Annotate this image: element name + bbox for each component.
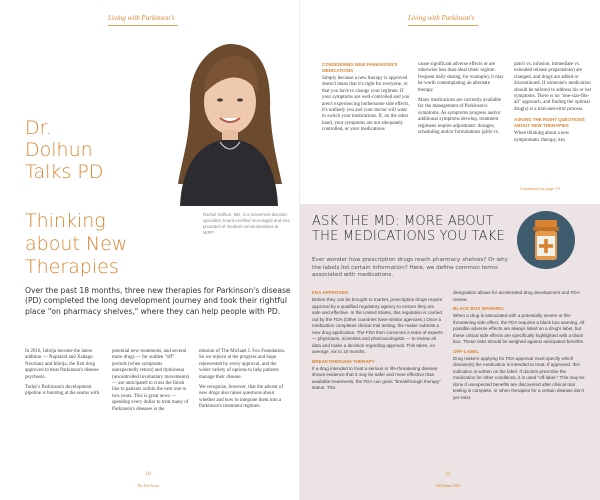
- ask-column-2: [453, 290, 587, 404]
- ask-the-md-intro: Ever wonder how prescription drugs reach pharmacy shelves? Or why the labels list certain information? Here, we define common terms associated with medications.: [312, 257, 508, 278]
- author-bio: Rachel Dolhun, MD, is a movement disorder specialist, board-certified neurologist and vice president of medical communications at MJFF.: [203, 212, 290, 235]
- author-photo: [160, 34, 294, 206]
- article-title: [25, 210, 127, 279]
- paragraph: When thinking about a new symptomatic therapy, key: [514, 131, 570, 143]
- publication-name: The Fox Focus: [137, 484, 159, 488]
- term-heading: BLACK BOX WARNING: [453, 306, 504, 311]
- paragraph: patch vs. infusion, immediate vs. extended release preparations) are changed, and drugs are added or discontinued. If someone's medication should be tailored to address his or her symptoms. There is no "one-size-fits-all" approach, and finding the optimal drug(s) is a trial-and-error process.: [514, 62, 592, 112]
- paragraph: Many medications are currently available for the management of Parkinson's symptoms. As symptoms progress and/or additional symptoms develop, treatment regimens require adjustment: dosages, scheduling and/or formulations (pills vs.: [418, 98, 502, 136]
- section-heading: ASKING THE RIGHT QUESTIONS ABOUT NEW THERAPIES: [514, 117, 585, 129]
- paragraph: In 2016, Inbrija became the latest addition — Nuplazid and Xadago. Nourianz and Inbrija, the first drug approved to treat Parkinson's disease psychosis.: [25, 349, 99, 380]
- column-title-line: Dolhun: [25, 139, 93, 161]
- right-column-1: [322, 62, 410, 138]
- running-head-right: [408, 14, 478, 26]
- column-title-line: Talks PD: [25, 161, 104, 183]
- right-column-3: [514, 62, 594, 148]
- term-definition: If a drug intended to treat a serious or life-threatening disease shows evidence that it may be safer and more effective than available treatments, the FDA can grant "breakthrough therapy" status. This: [312, 365, 441, 390]
- page-number-right: 11: [445, 472, 451, 477]
- term-heading: BREAKTHROUGH THERAPY: [312, 358, 375, 364]
- issue-date: Fall/Winter 2019: [435, 484, 461, 488]
- term-definition: When a drug is associated with a potentially severe or life-threatening side effect, the FDA requires a black box warning. All possible adverse effects are always listed on a drug's label, but these critical side effects are specifically highlighted with a black box. These risks should be weighed against anticipated benefits.: [453, 313, 585, 344]
- paragraph: Today's Parkinson's development pipeline is bursting at the seams with: [25, 385, 100, 397]
- author-portrait-image: [160, 34, 294, 206]
- continued-note[interactable]: Continued on page 13: [520, 186, 560, 191]
- ask-the-md-title: ASK THE MD: MORE ABOUT THE MEDICATIONS YOU TAKE: [312, 214, 505, 244]
- term-definition: designation allows for accelerated drug development and FDA review.: [453, 290, 580, 302]
- term-heading: OFF-LABEL: [453, 348, 480, 354]
- paragraph: cause significant adverse effects or are otherwise less than ideal (their regime: frequent daily dosing, for example), it may be worth contemplating an alternate therapy.: [418, 62, 504, 93]
- article-title-line: about New: [25, 233, 128, 255]
- column-title: [25, 117, 103, 183]
- article-title-line: Thinking: [25, 210, 106, 232]
- paragraph: mission of The Michael J. Fox Foundation. So we rejoice at the progress and hope represented by every approval, and the wider variety of options to help patients manage their disease.: [199, 349, 286, 380]
- running-head-left: [108, 14, 178, 26]
- term-definition: Before they can be brought to market, prescription drugs require approval by a qualified regulatory agency to ensure they are safe and effective. In the United States, this regulation is carried out by the FDA (Other countries have similar agencies.) Once a medication completes clinical trial testing, the maker submits a new drug application. The FDA then convenes a team of experts — physicians, scientists and pharmacologists — to review all data and make a decision regarding approval. This takes, on average, six to 10 months.: [312, 297, 443, 354]
- running-head-rule: [408, 25, 478, 26]
- column-title-line: Dr.: [25, 117, 52, 139]
- paragraph: Simply because a new therapy is approved doesn't mean that it's right for everyone, or that you have to change your regimen. If your symptoms are well-controlled and you aren't experiencing bothersome side effects, it's unlikely you and your doctor will want to switch your medications. If, on the other hand, your symptoms are not adequately controlled, or your medications: [322, 76, 410, 133]
- body-column-1: [25, 349, 103, 402]
- right-column-2: [418, 62, 506, 140]
- term-heading: FDA APPROVED: [312, 290, 349, 295]
- medicine-bottle-icon: [516, 210, 576, 270]
- running-head-rule: [108, 25, 178, 26]
- paragraph: We recognize, however, that the advent of new drugs also raises questions about whether and how to integrate them into a Parkinson's treatment regimen.: [199, 385, 284, 410]
- running-head-text: Living with Parkinson's: [108, 14, 175, 22]
- term-definition: Drug makers applying for FDA approval must specify which disease(s) the medication is intended to treat. If approved, this indication is written on the label. If doctors prescribe the medication for other conditions, it is used "off-label." This may be done if unexpected benefits are discovered after clinical trial testing is complete, or when therapies for a certain disease don't yet exist.: [453, 355, 585, 400]
- body-column-3: [199, 349, 289, 415]
- paragraph: potential new treatments, and several more drugs — for sudden "off" periods (when symptoms unexpectedly return) and dyskinesia (uncontrolled involuntary movements) — are anticipated to cross the finish line to patients within the next one to two years. This is great news — spending every dollar to treat many of Parkinson's diseases is the: [112, 349, 190, 412]
- running-head-text: Living with Parkinson's: [408, 14, 475, 22]
- ask-column-1: [312, 290, 444, 395]
- article-intro: Over the past 18 months, three new therapies for Parkinson's disease (PD) completed the long development journey and took their rightful place "on pharmacy shelves," where they can help people with PD.: [25, 286, 291, 316]
- body-column-2: [112, 349, 190, 417]
- page-number-left: 10: [145, 472, 151, 477]
- article-title-line: Therapies: [25, 256, 119, 278]
- section-heading: CONSIDERING NEW PARKINSON'S MEDICATIONS: [322, 62, 398, 73]
